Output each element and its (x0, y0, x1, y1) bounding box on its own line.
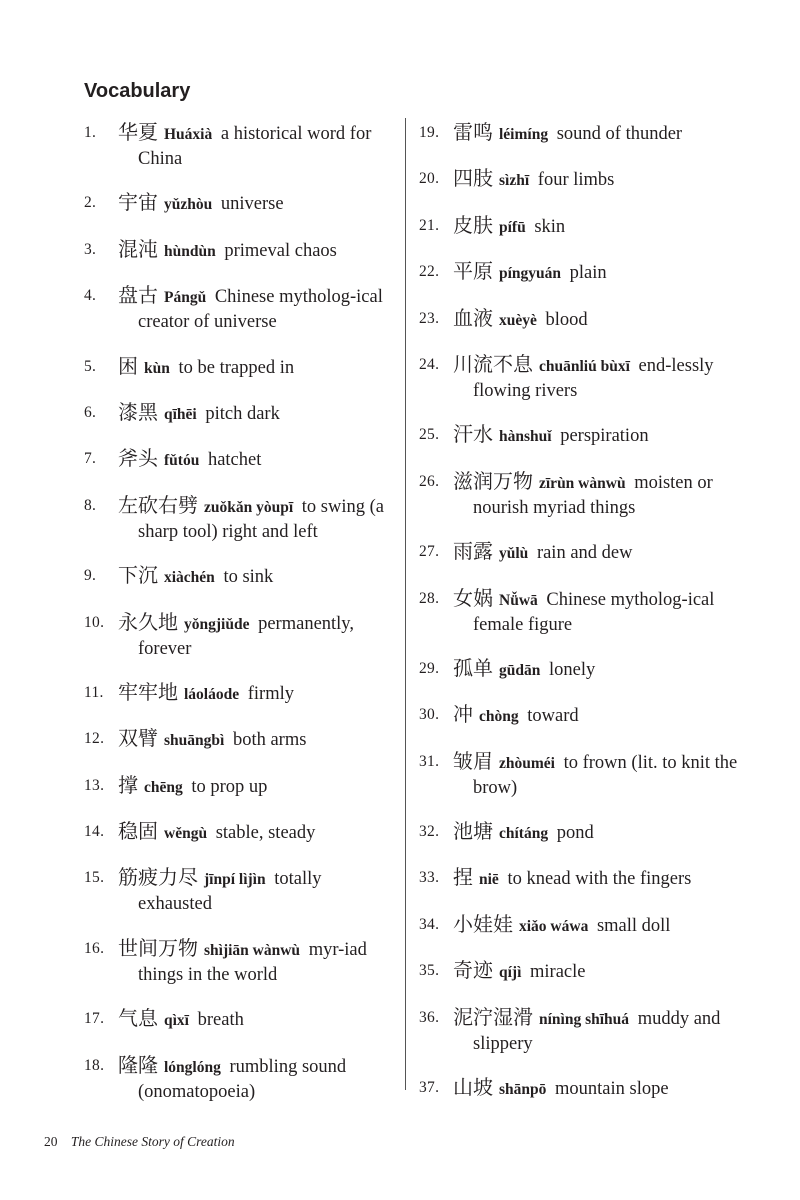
entry-number: 21. (419, 216, 440, 234)
vocabulary-list-right (419, 120, 739, 1121)
chinese-term: 困 (118, 353, 138, 378)
chinese-term: 雷鸣 (453, 120, 493, 144)
chinese-term: 下沉 (118, 563, 158, 588)
vocab-entry (419, 702, 739, 729)
definition: rumbling sound (onomatopoeia) (138, 1056, 347, 1102)
vocab-entry (84, 354, 396, 381)
entry-number: 26. (419, 472, 440, 490)
definition: both arms (232, 730, 307, 751)
entry-number: 34. (419, 915, 440, 933)
chinese-term: 平原 (453, 259, 493, 284)
chinese-term: 冲 (453, 702, 473, 727)
entry-number: 6. (84, 403, 97, 421)
vocab-entry (419, 213, 739, 240)
vocab-entry (84, 283, 396, 334)
entry-number: 4. (84, 287, 97, 305)
pinyin: xuèyè (499, 311, 537, 329)
chinese-term: 川流不息 (453, 351, 533, 376)
chinese-term: 山坡 (453, 1075, 493, 1100)
chinese-term: 孤单 (453, 655, 493, 680)
pinyin: yǒngjiǔde (184, 615, 250, 633)
pinyin: wěngù (164, 825, 208, 843)
chinese-term: 池塘 (453, 819, 493, 844)
pinyin: Nǚwā (499, 591, 538, 609)
chinese-term: 华夏 (118, 120, 158, 144)
chinese-term: 双臂 (118, 726, 158, 751)
definition: plain (569, 263, 607, 284)
definition: mountain slope (555, 1079, 669, 1100)
chinese-term: 混沌 (118, 236, 158, 261)
vocab-entry (419, 1075, 739, 1102)
definition: universe (220, 194, 284, 215)
vocabulary-heading: Vocabulary (84, 80, 191, 102)
vocab-entry (84, 237, 396, 264)
pinyin: lónglóng (164, 1058, 221, 1076)
definition: a historical word for China (138, 124, 372, 169)
entry-number: 16. (84, 939, 105, 957)
entry-number: 37. (419, 1079, 440, 1097)
vocab-entry (84, 446, 396, 473)
chinese-term: 四肢 (453, 166, 493, 191)
chinese-term: 世间万物 (118, 935, 198, 960)
vocab-entry (419, 586, 739, 637)
pinyin: shìjiān wànwù (204, 941, 301, 959)
pinyin: pífū (499, 218, 526, 236)
pinyin: gūdān (499, 661, 541, 679)
definition: to frown (lit. to knit the brow) (473, 752, 738, 798)
entry-number: 25. (419, 426, 440, 444)
definition: end-lessly flowing rivers (473, 355, 714, 401)
vocab-entry (419, 306, 739, 333)
vocab-entry (419, 259, 739, 286)
definition: stable, steady (215, 823, 316, 844)
pinyin: yǔzhòu (164, 196, 213, 214)
entry-number: 17. (84, 1010, 105, 1028)
entry-number: 20. (419, 170, 440, 188)
vocab-entry (84, 680, 396, 707)
vocab-entry (84, 1006, 396, 1033)
pinyin: zuǒkǎn yòupī (204, 498, 294, 516)
column-divider (405, 118, 406, 1090)
entry-number: 3. (84, 240, 97, 258)
definition: myr-iad things in the world (138, 939, 367, 985)
pinyin: hùndùn (164, 242, 216, 260)
pinyin: fǔtóu (164, 452, 200, 470)
pinyin: chítáng (499, 825, 549, 843)
pinyin: yǔlù (499, 545, 529, 563)
entry-number: 1. (84, 124, 97, 141)
chinese-term: 女娲 (453, 585, 493, 610)
vocab-entry (84, 610, 396, 661)
definition: Chinese mytholog-ical female figure (473, 589, 715, 635)
chinese-term: 小娃娃 (453, 911, 513, 936)
pinyin: léimíng (499, 126, 549, 143)
entry-number: 35. (419, 962, 440, 980)
pinyin: zhòuméi (499, 754, 555, 772)
definition: Chinese mytholog-ical creator of universe (138, 287, 383, 333)
entry-number: 12. (84, 730, 105, 748)
vocab-entry (419, 539, 739, 566)
chinese-term: 永久地 (118, 609, 178, 634)
pinyin: qìxī (164, 1012, 189, 1030)
vocab-entry (84, 493, 396, 544)
pinyin: qíjì (499, 964, 522, 982)
pinyin: píngyuán (499, 265, 562, 283)
pinyin: chuānliú bùxī (539, 357, 630, 375)
entry-number: 8. (84, 496, 97, 514)
entry-number: 11. (84, 683, 104, 701)
vocab-entry (84, 936, 396, 987)
chinese-term: 滋润万物 (453, 468, 533, 493)
definition: to prop up (191, 776, 268, 797)
definition: miracle (530, 962, 586, 983)
entry-number: 31. (419, 752, 440, 770)
chinese-term: 筋疲力尽 (118, 865, 198, 890)
vocab-entry (419, 958, 739, 985)
definition: sound of thunder (556, 124, 683, 144)
pinyin: xiàchén (164, 569, 215, 587)
chinese-term: 捏 (453, 865, 473, 890)
pinyin: chēng (144, 778, 183, 796)
vocab-entry (419, 912, 739, 939)
chinese-term: 奇迹 (453, 958, 493, 983)
definition: pitch dark (205, 403, 280, 424)
chinese-term: 撑 (118, 772, 138, 797)
definition: to knead with the fingers (507, 869, 692, 890)
entry-number: 22. (419, 263, 440, 281)
entry-number: 5. (84, 357, 97, 375)
vocab-entry (419, 656, 739, 683)
pinyin: hànshuǐ (499, 428, 552, 446)
definition: totally exhausted (138, 869, 322, 915)
vocab-entry (84, 190, 396, 217)
vocab-entry (84, 563, 396, 590)
page-footer (44, 1134, 235, 1150)
entry-number: 13. (84, 776, 105, 794)
vocab-entry (84, 400, 396, 427)
entry-number: 33. (419, 869, 440, 887)
entry-number: 24. (419, 355, 440, 373)
entry-number: 30. (419, 706, 440, 724)
entry-number: 23. (419, 309, 440, 327)
vocab-entry (84, 726, 396, 753)
entry-number: 36. (419, 1008, 440, 1026)
definition: muddy and slippery (473, 1008, 721, 1054)
chinese-term: 皮肤 (453, 212, 493, 237)
pinyin: jīnpí lìjìn (204, 871, 266, 889)
entry-number: 7. (84, 450, 97, 468)
definition: rain and dew (536, 543, 633, 564)
pinyin: Huáxià (164, 126, 213, 143)
pinyin: Pángǔ (164, 289, 207, 307)
vocab-entry (419, 865, 739, 892)
pinyin: zīrùn wànwù (539, 474, 626, 492)
entry-number: 19. (419, 124, 440, 141)
chinese-term: 漆黑 (118, 399, 158, 424)
entry-number: 2. (84, 194, 97, 212)
vocab-entry (419, 469, 739, 520)
book-title: The Chinese Story of Creation (70, 1134, 235, 1149)
pinyin: láoláode (184, 685, 240, 703)
definition: firmly (247, 683, 294, 704)
pinyin: chòng (479, 708, 519, 726)
definition: to be trapped in (178, 357, 295, 378)
pinyin: qīhēi (164, 405, 197, 423)
vocab-entry (84, 819, 396, 846)
chinese-term: 左砍右劈 (118, 492, 198, 517)
definition: blood (545, 309, 588, 330)
pinyin: xiǎo wáwa (519, 917, 589, 935)
entry-number: 32. (419, 823, 440, 841)
vocab-entry (84, 120, 396, 171)
chinese-term: 稳固 (118, 819, 158, 844)
definition: breath (197, 1010, 244, 1031)
vocab-entry (419, 422, 739, 449)
definition: toward (527, 706, 579, 727)
entry-number: 29. (419, 659, 440, 677)
definition: moisten or nourish myriad things (473, 472, 713, 518)
entry-number: 15. (84, 869, 105, 887)
vocab-entry (419, 1005, 739, 1056)
pinyin: nínìng shīhuá (539, 1010, 630, 1028)
page-number: 20 (44, 1134, 58, 1149)
chinese-term: 斧头 (118, 446, 158, 471)
definition: skin (534, 216, 566, 237)
chinese-term: 盘古 (118, 283, 158, 308)
entry-number: 27. (419, 543, 440, 561)
chinese-term: 隆隆 (118, 1052, 158, 1077)
pinyin: shuāngbì (164, 732, 225, 750)
definition: lonely (549, 659, 596, 680)
definition: pond (556, 823, 594, 844)
chinese-term: 汗水 (453, 422, 493, 447)
vocab-entry (419, 819, 739, 846)
definition: four limbs (537, 170, 615, 191)
definition: permanently, forever (138, 613, 354, 659)
chinese-term: 皱眉 (453, 748, 493, 773)
vocabulary-list-left (84, 120, 396, 1123)
definition: perspiration (560, 426, 649, 447)
chinese-term: 气息 (118, 1006, 158, 1031)
chinese-term: 雨露 (453, 539, 493, 564)
definition: primeval chaos (224, 240, 337, 261)
vocab-entry (84, 865, 396, 916)
vocab-entry (419, 120, 739, 147)
entry-number: 9. (84, 567, 97, 585)
vocab-entry (84, 1053, 396, 1104)
definition: to swing (a sharp tool) right and left (138, 496, 385, 542)
entry-number: 14. (84, 823, 105, 841)
vocab-entry (419, 166, 739, 193)
chinese-term: 牢牢地 (118, 679, 178, 704)
entry-number: 10. (84, 613, 105, 631)
definition: small doll (596, 915, 671, 936)
pinyin: kùn (144, 359, 170, 377)
entry-number: 18. (84, 1056, 105, 1074)
chinese-term: 宇宙 (118, 190, 158, 215)
pinyin: niē (479, 871, 499, 889)
pinyin: sìzhī (499, 172, 530, 190)
definition: to sink (223, 567, 274, 588)
definition: hatchet (207, 450, 262, 471)
chinese-term: 血液 (453, 305, 493, 330)
chinese-term: 泥泞湿滑 (453, 1004, 533, 1029)
entry-number: 28. (419, 589, 440, 607)
vocab-entry (419, 749, 739, 800)
vocab-entry (419, 352, 739, 403)
pinyin: shānpō (499, 1081, 547, 1099)
vocab-entry (84, 773, 396, 800)
